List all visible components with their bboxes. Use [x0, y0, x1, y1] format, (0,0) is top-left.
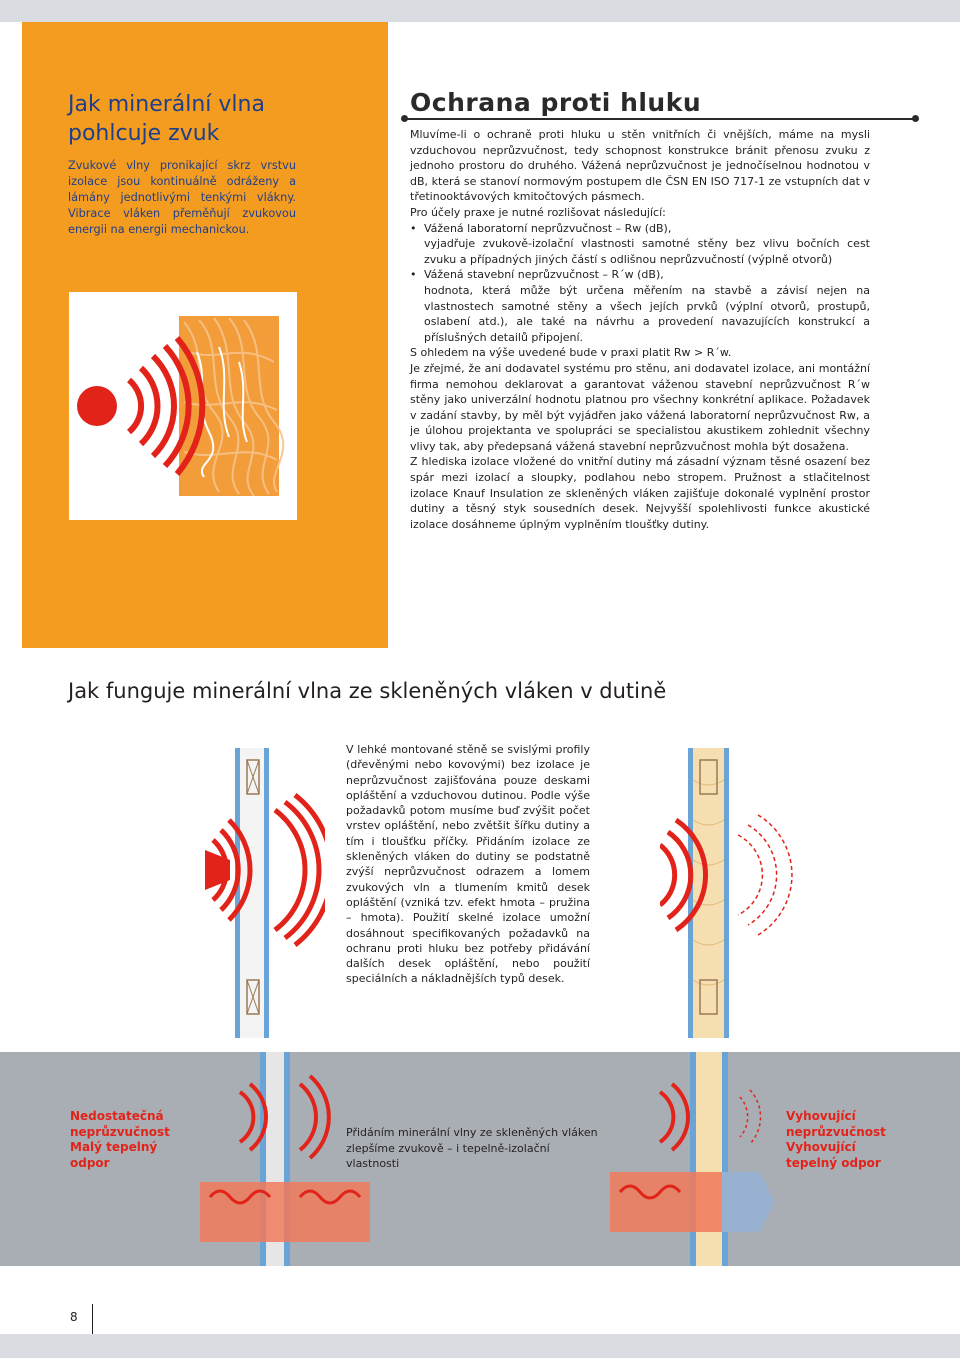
sufficient-insulation-figure: [610, 1052, 790, 1266]
paragraph: Mluvíme-li o ochraně proti hluku u stěn vnitřních či vnějších, máme na mysli vzduchovou neprůzvučnost, tedy schopnost konstrukce bránit přenosu zvuku z jednoho prostoru do druhého. Vážená neprůzvučnost je jednočíselnou hodnotou v dB, která se stanoví normovým postupem dle ČSN EN ISO 717-1 ze vstupních dat v třetinooktávových kmitočtových pásmech.: [410, 128, 870, 204]
main-body: [410, 127, 870, 532]
sidebar-title: [68, 90, 368, 148]
list-item-text: vyjadřuje zvukově-izolační vlastnosti samotné stěny bez vlivu bočních cest zvuku a případných jiných částí s odlišnou neprůzvučností (výplně otvorů): [424, 237, 870, 266]
paragraph: S ohledem na výše uvedené bude v praxi platit Rw > R´w.: [410, 346, 732, 360]
label-line: tepelný odpor: [786, 1155, 881, 1170]
rule-dot-icon: [912, 115, 919, 122]
footer-bar: [0, 1334, 960, 1358]
insufficient-label: [70, 1109, 170, 1171]
title-rule: [404, 118, 914, 120]
mineral-wool-absorption-figure: [69, 292, 297, 520]
bullet-list: [410, 221, 870, 346]
paragraph: Pro účely praxe je nutné rozlišovat následující:: [410, 205, 666, 219]
sidebar-text: Zvukové vlny pronikající skrz vrstvu izolace jsou kontinuálně odráženy a lámány jednotlivými tenkými vlákny. Vibrace vláken přeměňují zvukovou energii na energii mechanickou.: [68, 159, 296, 236]
sidebar-title-line2: pohlcuje zvuk: [68, 121, 220, 146]
label-line: odpor: [70, 1155, 110, 1170]
section2-title: Jak funguje minerální vlna ze skleněných vláken v dutině: [68, 679, 667, 703]
label-line: Vyhovující: [786, 1109, 856, 1123]
label-line: neprůzvučnost: [70, 1124, 170, 1139]
label-line: Malý tepelný: [70, 1140, 158, 1154]
section2-text: V lehké montované stěně se svislými profily (dřevěnými nebo kovovými) bez izolace je neprůzvučnost zajišťována pouze deskami opláštění a vzduchovou dutinou. Podle výše požadavků potom musíme buď zvýšit počet vrstev opláštění, nebo zvětšit šířku dutiny a tím i tloušťku příčky. Přidáním izolace ze skleněných vláken do dutiny se podstatně zvýší neprůzvučnost odrazem a lomem zvukových vln a tlumením kmitů desek opláštění (vzniká tzv. efekt hmota – pružina – hmota). Použití skelné izolace umožní dosáhnout specifikovaných požadavků na ochranu proti hluku bez potřeby přidávání dalších desek opláštění, nebo použití speciálních a nákladnějších typů desek.: [346, 743, 590, 986]
top-bar: [0, 0, 960, 22]
list-item-text: hodnota, která může být určena měřením na stavbě a závisí nejen na vlastnostech samotné stěny a všech jejích prvků (výplní otvorů, prostupů, oslabení atd.), ale také na návrhu a provedení navazujících konstrukcí a příslušných detailů připojení.: [424, 283, 870, 344]
list-item: • Vážená laboratorní neprůzvučnost – Rw (dB),: [410, 221, 870, 237]
page-number: 8: [70, 1310, 78, 1324]
main-title: Ochrana proti hluku: [410, 88, 702, 117]
sidebar-title-line1: Jak minerální vlna: [68, 92, 265, 117]
sufficient-label: [786, 1109, 886, 1171]
insulated-wall-figure: [660, 740, 800, 1040]
list-item: • Vážená stavební neprůzvučnost – R´w (dB),: [410, 267, 870, 283]
uninsulated-wall-figure: [205, 740, 325, 1040]
paragraph: Z hlediska izolace vložené do vnitřní dutiny má zásadní význam těsné osazení bez spár mezi izolací a sloupky, podlahou nebo stropem. Pružnost a stlačitelnost izolace Knauf Insulation ze skleněných vláken zajišťuje dokonalé vyplnění prostor dutiny a těsný styk sousedních desek. Nejvyšší spolehlivosti funkce akustické izolace dosáhneme úplným vyplněním tloušťky dutiny.: [410, 455, 870, 531]
label-line: Vyhovující: [786, 1140, 856, 1154]
band-caption: Přidáním minerální vlny ze skleněných vláken zlepšíme zvukově – i tepelně-izolační vlastnosti: [346, 1126, 598, 1170]
label-line: neprůzvučnost: [786, 1124, 886, 1139]
paragraph: Je zřejmé, že ani dodavatel systému pro stěnu, ani dodavatel izolace, ani montážní firma nemohou deklarovat a garantovat váženou stavební neprůzvučnost R´w stěny jako univerzální hodnotu platnou pro všechny konkrétní aplikace. Požadavek v zadání stavby, by měl být vyjádřen jako vážená laboratorní neprůzvučnost Rw, a je úlohou projektanta ve spolupráci se specialistou akustikem zohlednit všechny vlivy tak, aby předepsaná vážená stavební neprůzvučnost mohla být dosažena.: [410, 361, 870, 453]
insufficient-insulation-figure: [200, 1052, 370, 1266]
label-line: Nedostatečná: [70, 1109, 164, 1123]
